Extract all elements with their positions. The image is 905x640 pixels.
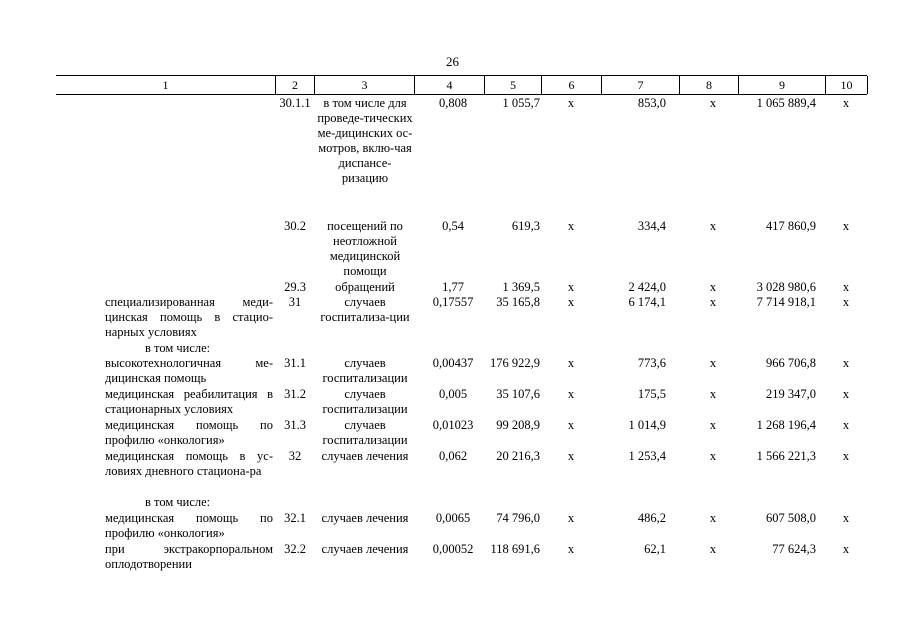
row-col-10: х	[842, 511, 850, 525]
row-code: 31.2	[284, 387, 306, 401]
row-col-4: 0,0065	[435, 511, 471, 525]
row-col-8: х	[709, 96, 717, 110]
row-unit: случаев госпитализа-ции	[320, 295, 410, 324]
row-col-5: 35 165,8	[496, 295, 540, 309]
row-col-9: 1 566 221,3	[756, 449, 816, 463]
row-code: 30.2	[284, 219, 306, 233]
row-col-8: х	[709, 219, 717, 233]
header-col-3: 3	[314, 76, 414, 94]
row-col-7: 2 424,0	[628, 280, 666, 294]
row-col-6: х	[567, 449, 575, 463]
row-name: медицинская реабилитация в стационарных условиях	[105, 387, 273, 416]
row-col-7: 334,4	[637, 219, 666, 233]
row-unit: случаев лечения	[321, 511, 409, 525]
row-unit: в том числе для проведе-тических ме-дицинских ос-мотров, вклю-чая диспансе-ризацию	[317, 96, 413, 185]
row-col-4: 0,01023	[432, 418, 474, 432]
row-col-10: х	[842, 295, 850, 309]
row-code: 31.1	[284, 356, 306, 370]
header-col-10: 10	[825, 76, 868, 94]
header-col-4: 4	[414, 76, 484, 94]
row-name: в том числе:	[145, 341, 211, 355]
row-name: медицинская помощь по профилю «онкология»	[105, 418, 273, 447]
row-col-5: 35 107,6	[496, 387, 540, 401]
row-col-10: х	[842, 387, 850, 401]
row-code: 32.1	[284, 511, 306, 525]
row-col-6: х	[567, 387, 575, 401]
row-name: в том числе:	[145, 495, 211, 509]
row-name: медицинская помощь в ус-ловиях дневного стациона-ра	[105, 449, 273, 478]
row-col-10: х	[842, 449, 850, 463]
row-unit: случаев госпитализации	[322, 418, 408, 447]
row-col-6: х	[567, 542, 575, 556]
row-col-10: х	[842, 542, 850, 556]
header-col-8: 8	[679, 76, 738, 94]
row-col-6: х	[567, 219, 575, 233]
row-col-7: 853,0	[637, 96, 666, 110]
row-col-4: 0,00052	[432, 542, 474, 556]
row-col-6: х	[567, 418, 575, 432]
row-col-5: 99 208,9	[496, 418, 540, 432]
row-col-8: х	[709, 511, 717, 525]
row-col-5: 619,3	[511, 219, 540, 233]
row-col-9: 1 268 196,4	[756, 418, 816, 432]
row-col-4: 0,808	[438, 96, 468, 110]
row-col-6: х	[567, 295, 575, 309]
row-col-7: 175,5	[637, 387, 666, 401]
header-col-6: 6	[541, 76, 601, 94]
row-col-5: 118 691,6	[490, 542, 540, 556]
row-col-5: 20 216,3	[496, 449, 540, 463]
row-col-10: х	[842, 280, 850, 294]
row-col-8: х	[709, 542, 717, 556]
header-col-7: 7	[601, 76, 679, 94]
row-col-10: х	[842, 219, 850, 233]
row-col-10: х	[842, 356, 850, 370]
row-col-7: 1 253,4	[628, 449, 666, 463]
row-col-4: 0,005	[438, 387, 468, 401]
row-col-4: 1,77	[442, 280, 464, 294]
header-col-1: 1	[162, 78, 169, 92]
row-col-8: х	[709, 280, 717, 294]
row-unit: случаев лечения	[321, 449, 409, 463]
row-col-7: 1 014,9	[628, 418, 666, 432]
row-col-10: х	[842, 418, 850, 432]
row-col-9: 966 706,8	[766, 356, 816, 370]
row-col-7: 6 174,1	[628, 295, 666, 309]
row-unit: случаев госпитализации	[322, 356, 408, 385]
row-code: 32	[288, 449, 302, 463]
row-unit: посещений по неотложной медицинской помощи	[327, 219, 403, 278]
row-col-7: 62,1	[644, 542, 666, 556]
row-col-6: х	[567, 96, 575, 110]
row-col-6: х	[567, 356, 575, 370]
row-col-5: 1 369,5	[502, 280, 540, 294]
row-col-8: х	[709, 295, 717, 309]
row-col-9: 77 624,3	[772, 542, 816, 556]
row-col-5: 74 796,0	[496, 511, 540, 525]
row-col-8: х	[709, 356, 717, 370]
row-name: медицинская помощь по профилю «онкология»	[105, 511, 273, 540]
row-unit: обращений	[335, 280, 395, 294]
row-code: 30.1.1	[279, 96, 311, 110]
row-code: 31.3	[284, 418, 306, 432]
row-col-7: 773,6	[637, 356, 666, 370]
row-name: специализированная меди-цинская помощь в стацио-нарных условиях	[105, 295, 273, 339]
row-col-6: х	[567, 511, 575, 525]
row-code: 29.3	[284, 280, 306, 294]
row-col-5: 176 922,9	[490, 356, 540, 370]
row-col-8: х	[709, 387, 717, 401]
row-col-10: х	[842, 96, 850, 110]
row-col-8: х	[709, 418, 717, 432]
row-name: при экстракорпоральном оплодотворении	[105, 542, 273, 571]
row-col-4: 0,062	[438, 449, 468, 463]
row-col-4: 0,17557	[432, 295, 474, 309]
row-unit: случаев лечения	[321, 542, 409, 556]
row-col-5: 1 055,7	[502, 96, 540, 110]
header-col-2: 2	[275, 76, 314, 94]
row-col-7: 486,2	[637, 511, 666, 525]
row-col-9: 1 065 889,4	[756, 96, 816, 110]
row-col-4: 0,54	[442, 219, 464, 233]
row-col-9: 3 028 980,6	[756, 280, 816, 294]
page-number: 26	[446, 54, 459, 69]
row-col-9: 607 508,0	[766, 511, 816, 525]
row-col-8: х	[709, 449, 717, 463]
row-col-9: 7 714 918,1	[756, 295, 816, 309]
header-col-5: 5	[484, 76, 541, 94]
row-col-9: 219 347,0	[766, 387, 816, 401]
row-col-4: 0,00437	[432, 356, 474, 370]
header-col-9: 9	[738, 76, 825, 94]
row-code: 32.2	[284, 542, 306, 556]
row-name: высокотехнологичная ме-дицинская помощь	[105, 356, 273, 385]
row-col-6: х	[567, 280, 575, 294]
row-unit: случаев госпитализации	[322, 387, 408, 416]
row-col-9: 417 860,9	[766, 219, 816, 233]
row-code: 31	[288, 295, 302, 309]
